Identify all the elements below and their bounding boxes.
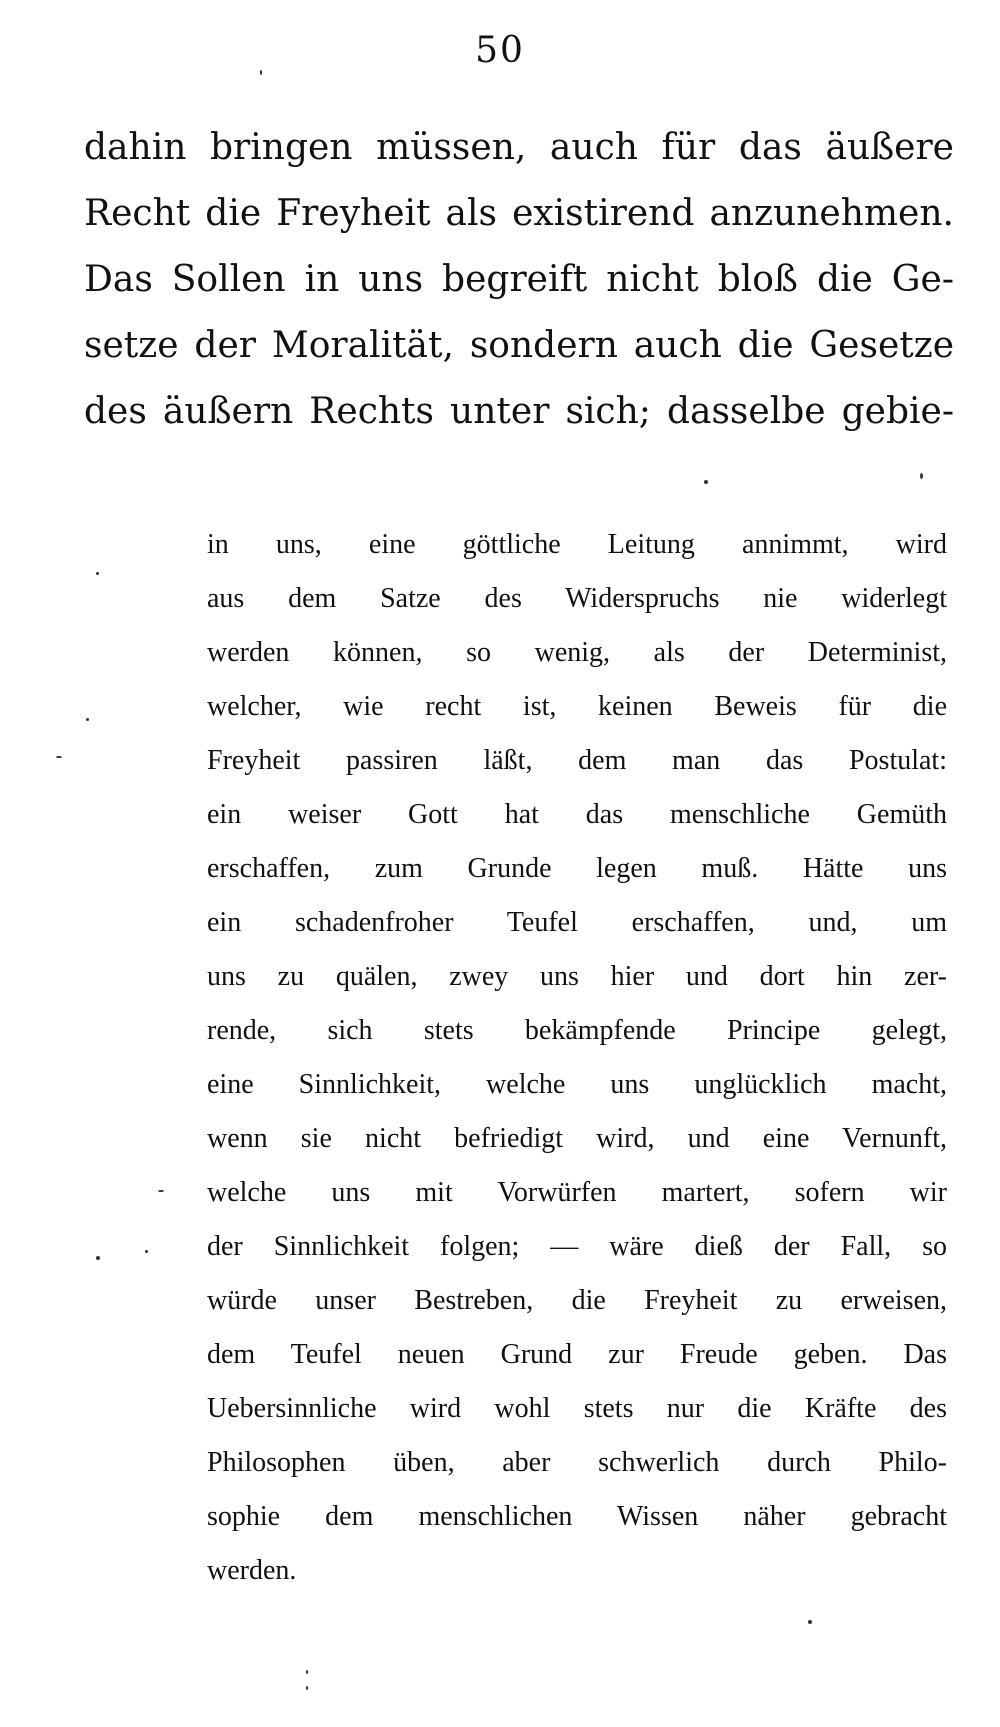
page-number: 50: [475, 30, 525, 71]
main-text-block: [84, 115, 954, 445]
footnote-line: aus dem Satze des Widerspruchs nie widerlegt: [207, 583, 947, 614]
footnote-line: in uns, eine göttliche Leitung annimmt, wird: [207, 529, 947, 560]
footnote-line: würde unser Bestreben, die Freyheit zu erweisen,: [207, 1285, 947, 1316]
scan-speck: [158, 1190, 164, 1192]
footnote-line: werden können, so wenig, als der Determinist,: [207, 637, 947, 668]
scan-speck: [260, 70, 262, 75]
main-text-line: des äußern Rechts unter sich; dasselbe gebie-: [84, 391, 954, 432]
footnote-line: wenn sie nicht befriedigt wird, und eine Vernunft,: [207, 1123, 947, 1154]
footnote-line: Uebersinnliche wird wohl stets nur die Kräfte des: [207, 1393, 947, 1424]
footnote-line: der Sinnlichkeit folgen; — wäre dieß der Fall, so: [207, 1231, 947, 1262]
scan-speck: [96, 572, 99, 575]
footnote-line: sophie dem menschlichen Wissen näher gebracht: [207, 1501, 947, 1532]
scan-speck: [56, 756, 62, 758]
main-text-line: dahin bringen müssen, auch für das äußere: [84, 127, 954, 168]
main-text-line: Recht die Freyheit als existirend anzunehmen.: [84, 193, 954, 234]
footnote-line: Freyheit passiren läßt, dem man das Postulat:: [207, 745, 947, 776]
footnote-line: Philosophen üben, aber schwerlich durch Philo-: [207, 1447, 947, 1478]
footnote-line: welcher, wie recht ist, keinen Beweis für die: [207, 691, 947, 722]
main-text-line: setze der Moralität, sondern auch die Gesetze: [84, 325, 954, 366]
scan-speck: [86, 718, 89, 721]
main-text-line: Das Sollen in uns begreift nicht bloß die Ge-: [84, 259, 954, 300]
footnote-line: dem Teufel neuen Grund zur Freude geben. Das: [207, 1339, 947, 1370]
footnote-line: eine Sinnlichkeit, welche uns unglücklich macht,: [207, 1069, 947, 1100]
footnote-line: ein weiser Gott hat das menschliche Gemüth: [207, 799, 947, 830]
footnote-line: erschaffen, zum Grunde legen muß. Hätte uns: [207, 853, 947, 884]
scan-speck: [920, 473, 923, 479]
scan-speck: [145, 1250, 148, 1253]
scan-speck: [306, 1686, 308, 1690]
footnote-line: uns zu quälen, zwey uns hier und dort hin zer-: [207, 961, 947, 992]
footnote-line: werden.: [207, 1555, 297, 1586]
scan-speck: [306, 1670, 308, 1674]
scan-speck: [96, 1256, 100, 1260]
footnote-line: rende, sich stets bekämpfende Principe gelegt,: [207, 1015, 947, 1046]
scan-speck: [808, 1620, 812, 1624]
footnote-line: ein schadenfroher Teufel erschaffen, und, um: [207, 907, 947, 938]
scan-speck: [704, 480, 708, 484]
footnote-line: welche uns mit Vorwürfen martert, sofern wir: [207, 1177, 947, 1208]
footnote-block: [207, 518, 947, 1598]
